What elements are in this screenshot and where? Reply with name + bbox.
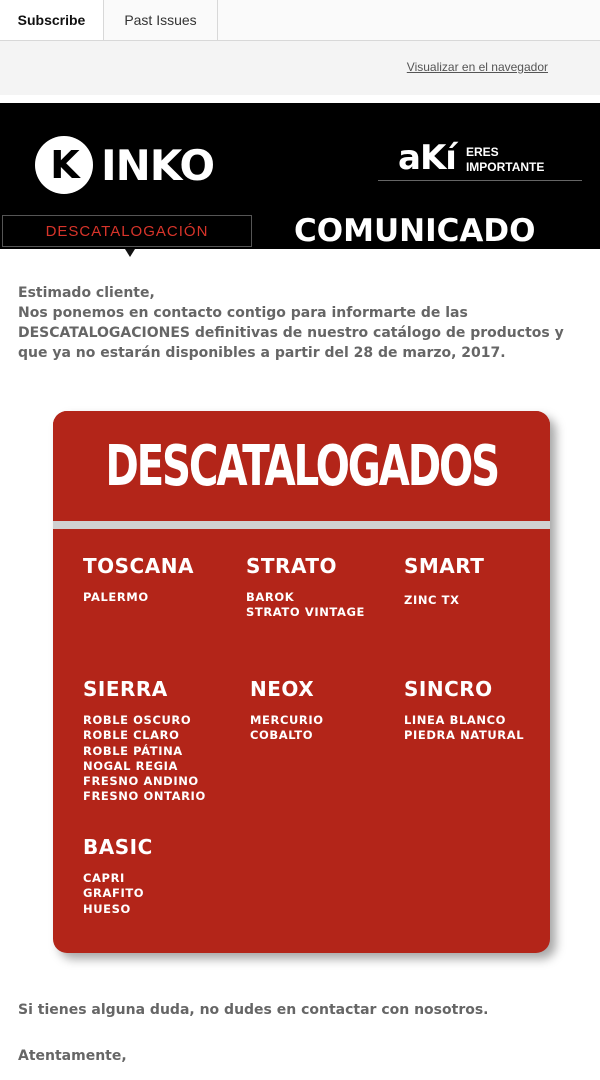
list-item: FRESNO ONTARIO <box>83 789 206 804</box>
browser-link-strip <box>0 41 600 95</box>
aki-logo <box>378 139 582 181</box>
group-toscana <box>83 554 194 605</box>
subscribe-tab[interactable]: Subscribe <box>0 0 104 40</box>
group-title: TOSCANA <box>83 554 194 578</box>
greeting: Estimado cliente, <box>18 285 155 301</box>
list-item: CAPRI <box>83 871 125 885</box>
group-title: SIERRA <box>83 677 168 701</box>
list-item: COBALTO <box>250 728 314 743</box>
group-sincro <box>404 677 524 744</box>
intro-text <box>18 283 578 363</box>
top-tab-bar <box>0 0 600 41</box>
list-item: STRATO VINTAGE <box>246 605 365 620</box>
aki-tagline-line-1: ERES <box>465 145 499 159</box>
group-basic <box>83 835 153 917</box>
list-item: ROBLE OSCURO <box>83 713 192 727</box>
aki-tagline <box>466 145 544 175</box>
group-sierra <box>83 677 206 805</box>
list-item: ZINC TX <box>404 593 460 607</box>
descatalogados-card <box>53 411 550 953</box>
group-title: SMART <box>404 554 485 578</box>
aki-tagline-line-2: IMPORTANTE <box>465 160 545 174</box>
group-neox <box>250 677 324 744</box>
card-header <box>53 411 550 521</box>
section-bar <box>0 213 600 249</box>
group-items <box>83 713 206 805</box>
group-items <box>250 713 324 744</box>
card-divider <box>53 521 550 529</box>
list-item: MERCURIO <box>250 713 324 727</box>
list-item: ROBLE CLARO <box>83 728 180 743</box>
group-title: BASIC <box>83 835 153 859</box>
inko-logo <box>35 136 214 194</box>
group-items <box>404 593 484 608</box>
group-title: SINCRO <box>404 677 493 701</box>
outro-text: Si tienes alguna duda, no dudes en contactar con nosotros. <box>18 1002 489 1018</box>
descatalogacion-tab[interactable]: DESCATALOGACIÓN <box>2 215 252 247</box>
email-header <box>0 103 600 213</box>
list-item: NOGAL REGIA <box>83 758 179 773</box>
list-item: LINEA BLANCO <box>404 713 507 727</box>
inko-logo-text: INKO <box>101 140 215 190</box>
group-items <box>83 871 153 917</box>
signoff-text: Atentamente, <box>18 1048 127 1064</box>
group-items <box>83 590 194 605</box>
inko-logo-mark <box>35 136 93 194</box>
group-strato <box>246 554 365 621</box>
group-smart <box>404 554 484 608</box>
group-title: NEOX <box>250 677 315 701</box>
list-item: PIEDRA NATURAL <box>404 728 525 743</box>
inko-logo-letter: K <box>50 143 78 187</box>
list-item: FRESNO ANDINO <box>83 774 199 789</box>
list-item: BAROK <box>246 590 295 604</box>
list-item: HUESO <box>83 901 131 916</box>
comunicado-headline: COMUNICADO <box>294 213 536 249</box>
card-title: DESCATALOGADOS <box>105 433 498 499</box>
group-items <box>404 713 524 744</box>
aki-wordmark: aKí <box>398 138 456 178</box>
intro-body: Nos ponemos en contacto contigo para informarte de las DESCATALOGACIONES definitivas de nuestro catálogo de productos y que ya no estarán disponibles a partir del 28 de marzo, 2017. <box>18 305 564 361</box>
group-items <box>246 590 365 621</box>
list-item: GRAFITO <box>83 886 145 901</box>
caret-down-icon <box>125 249 135 257</box>
view-in-browser-link[interactable]: Visualizar en el navegador <box>406 60 548 74</box>
list-item: PALERMO <box>83 590 149 604</box>
group-title: STRATO <box>246 554 338 578</box>
list-item: ROBLE PÁTINA <box>83 743 183 758</box>
past-issues-tab[interactable]: Past Issues <box>104 0 218 40</box>
